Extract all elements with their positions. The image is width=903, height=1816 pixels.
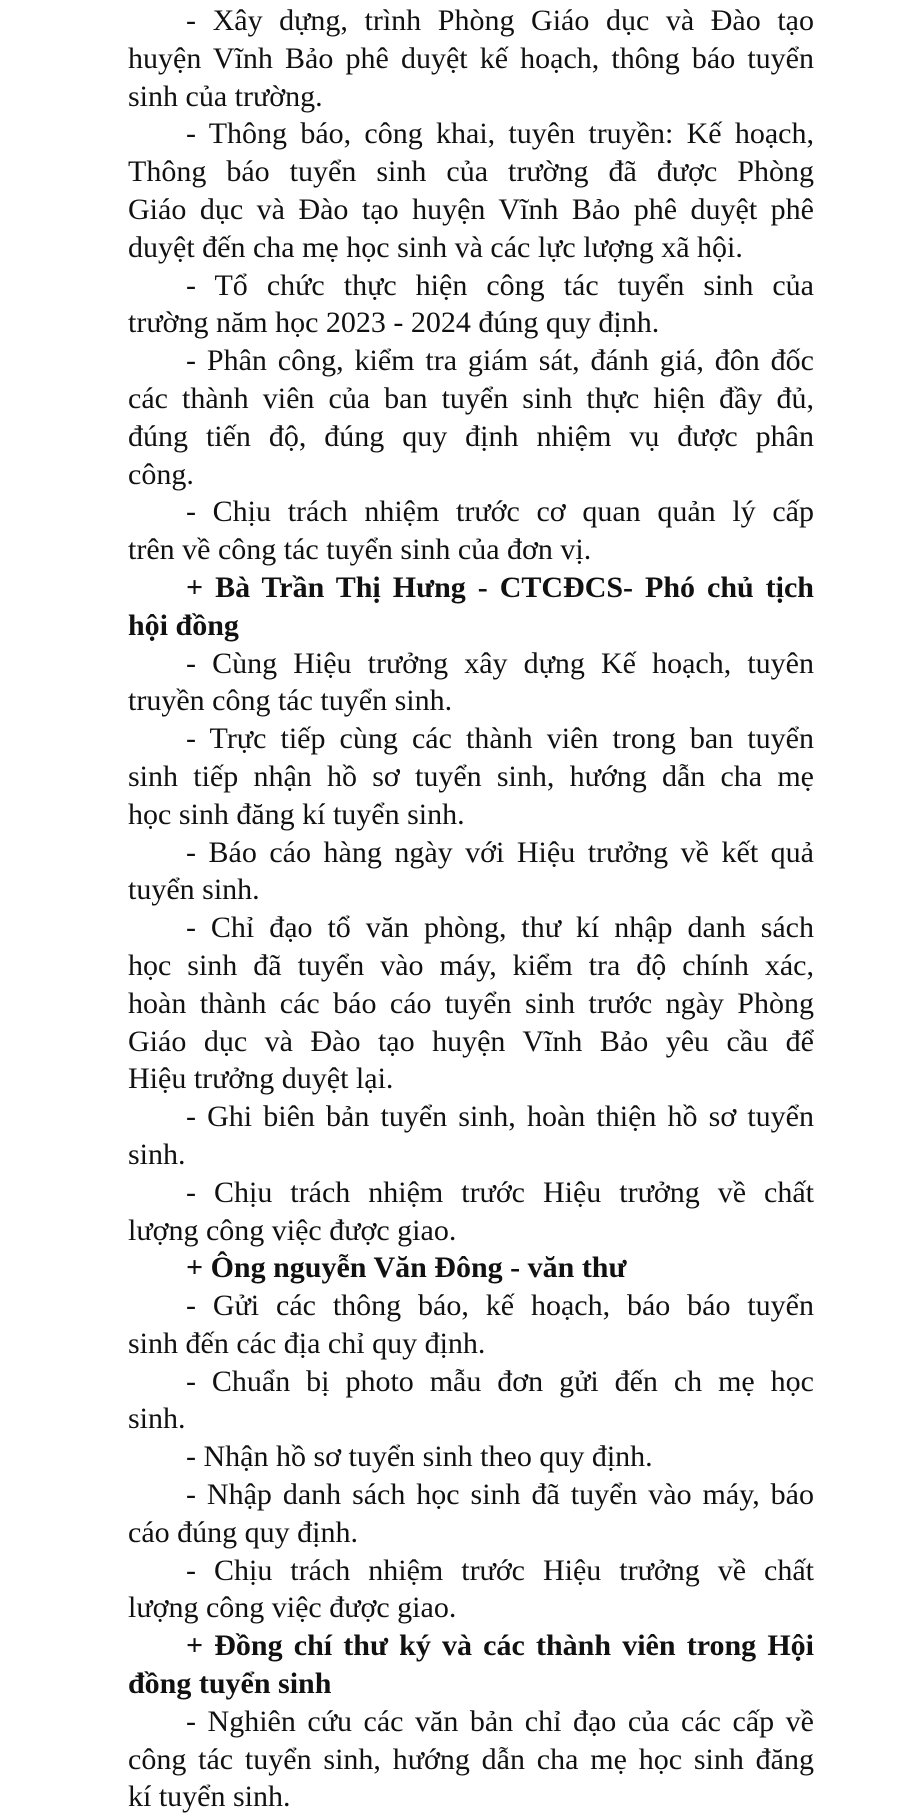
section-heading: [128, 1627, 814, 1703]
paragraph: [128, 1287, 814, 1363]
text-line: - Nghiên cứu các văn bản chỉ đạo của các cấp về: [186, 1704, 814, 1738]
text-line: học sinh đăng kí tuyển sinh.: [128, 797, 465, 831]
paragraph: [128, 645, 814, 721]
text-line: hội đồng: [128, 608, 239, 642]
text-line: duyệt đến cha mẹ học sinh và các lực lượng xã hội.: [128, 230, 743, 264]
text-line: Giáo dục và Đào tạo huyện Vĩnh Bảo phê duyệt phê: [128, 192, 814, 226]
paragraph: [128, 2, 814, 115]
text-line: - Chịu trách nhiệm trước Hiệu trưởng về chất: [186, 1175, 814, 1209]
paragraph: [128, 1174, 814, 1250]
text-line: - Chịu trách nhiệm trước Hiệu trưởng về chất: [186, 1553, 814, 1587]
text-line: Hiệu trưởng duyệt lại.: [128, 1062, 394, 1096]
paragraph: [128, 1552, 814, 1628]
text-line: công.: [128, 457, 194, 491]
paragraph: [128, 493, 814, 569]
paragraph: [128, 720, 814, 833]
text-line: Giáo dục và Đào tạo huyện Vĩnh Bảo yêu cầu để: [128, 1024, 814, 1058]
text-line: - Nhận hồ sơ tuyển sinh theo quy định.: [186, 1440, 653, 1474]
text-line: huyện Vĩnh Bảo phê duyệt kế hoạch, thông báo tuyển: [128, 41, 814, 75]
text-line: + Đồng chí thư ký và các thành viên trong Hội: [186, 1629, 814, 1663]
text-line: - Chịu trách nhiệm trước cơ quan quản lý cấp: [186, 495, 814, 529]
text-line: - Ghi biên bản tuyển sinh, hoàn thiện hồ sơ tuyển: [186, 1100, 814, 1134]
text-line: + Ông nguyễn Văn Đông - văn thư: [186, 1251, 627, 1285]
text-line: hoàn thành các báo cáo tuyển sinh trước ngày Phòng: [128, 986, 814, 1020]
text-line: đồng tuyển sinh: [128, 1667, 332, 1701]
text-line: - Chuẩn bị photo mẫu đơn gửi đến ch mẹ học: [186, 1364, 814, 1398]
section-heading: [128, 1249, 814, 1287]
document-body: [128, 2, 814, 1816]
text-line: trường năm học 2023 - 2024 đúng quy định.: [128, 306, 660, 340]
paragraph: [128, 1438, 814, 1476]
text-line: trên về công tác tuyển sinh của đơn vị.: [128, 533, 592, 567]
text-line: - Báo cáo hàng ngày với Hiệu trưởng về kết quả: [186, 835, 814, 869]
paragraph: [128, 342, 814, 493]
text-line: đúng tiến độ, đúng quy định nhiệm vụ được phân: [128, 419, 814, 453]
text-line: - Phân công, kiểm tra giám sát, đánh giá, đôn đốc: [186, 344, 814, 378]
text-line: tuyển sinh.: [128, 873, 260, 907]
text-line: truyền công tác tuyển sinh.: [128, 684, 453, 718]
text-line: - Nhập danh sách học sinh đã tuyển vào máy, báo: [186, 1478, 814, 1512]
paragraph: [128, 1703, 814, 1816]
text-line: các thành viên của ban tuyển sinh thực hiện đầy đủ,: [128, 381, 814, 415]
text-line: sinh.: [128, 1137, 186, 1171]
paragraph: [128, 1476, 814, 1552]
text-line: sinh.: [128, 1402, 186, 1436]
text-line: - Tổ chức thực hiện công tác tuyển sinh của: [186, 268, 814, 302]
text-line: sinh đến các địa chỉ quy định.: [128, 1326, 486, 1360]
paragraph: [128, 834, 814, 910]
text-line: - Gửi các thông báo, kế hoạch, báo báo tuyển: [186, 1289, 814, 1323]
paragraph: [128, 115, 814, 266]
text-line: lượng công việc được giao.: [128, 1213, 457, 1247]
text-line: kí tuyển sinh.: [128, 1780, 291, 1814]
text-line: học sinh đã tuyển vào máy, kiểm tra độ chính xác,: [128, 948, 814, 982]
text-line: + Bà Trần Thị Hưng - CTCĐCS- Phó chủ tịch: [186, 570, 814, 604]
text-line: Thông báo tuyển sinh của trường đã được Phòng: [128, 155, 814, 189]
text-line: - Xây dựng, trình Phòng Giáo dục và Đào tạo: [186, 4, 814, 37]
text-line: - Cùng Hiệu trưởng xây dựng Kế hoạch, tuyên: [186, 646, 814, 680]
section-heading: [128, 569, 814, 645]
text-line: công tác tuyển sinh, hướng dẫn cha mẹ học sinh đăng: [128, 1742, 814, 1776]
text-line: - Thông báo, công khai, tuyên truyền: Kế hoạch,: [186, 117, 814, 151]
paragraph: [128, 909, 814, 1098]
text-line: lượng công việc được giao.: [128, 1591, 457, 1625]
text-line: - Trực tiếp cùng các thành viên trong ban tuyển: [186, 722, 814, 756]
text-line: sinh của trường.: [128, 79, 323, 113]
text-line: cáo đúng quy định.: [128, 1515, 358, 1549]
paragraph: [128, 1098, 814, 1174]
paragraph: [128, 267, 814, 343]
paragraph: [128, 1363, 814, 1439]
text-line: - Chỉ đạo tổ văn phòng, thư kí nhập danh sách: [186, 911, 814, 945]
text-line: sinh tiếp nhận hồ sơ tuyển sinh, hướng dẫn cha mẹ: [128, 759, 814, 793]
